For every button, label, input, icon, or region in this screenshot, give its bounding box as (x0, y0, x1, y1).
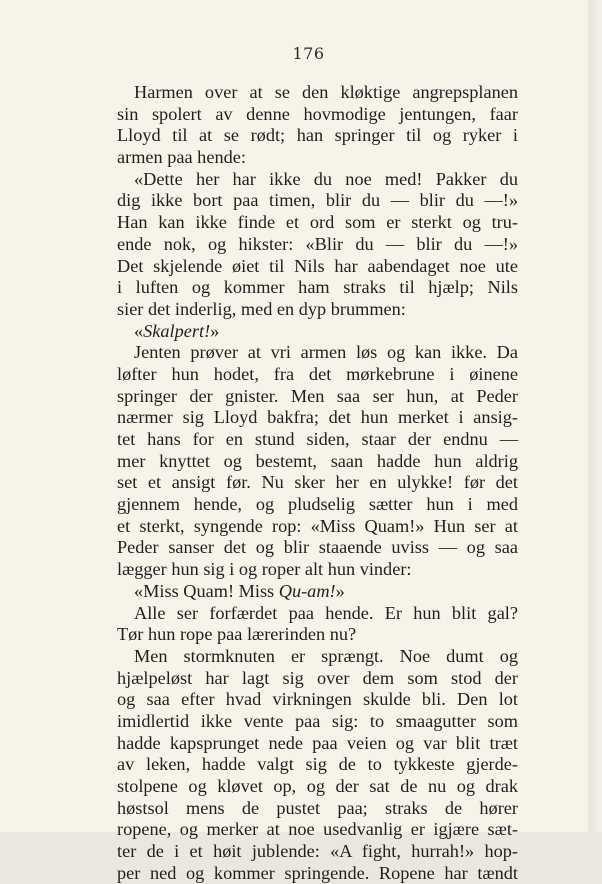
text-line: av leken, hadde valgt sig de to tykkeste gjerde- (117, 754, 518, 775)
text-line (117, 581, 518, 603)
text-line-post: » (210, 320, 220, 341)
text-line: Peder sanser det og blir staaende uviss — og saa (117, 537, 518, 558)
text-line: sier det inderlig, med en dyp brummen: (117, 298, 406, 319)
page-spine-edge (588, 0, 602, 832)
text-line: hjælpeløst har lagt sig over dem som stod der (117, 667, 518, 688)
text-line-pre: « (134, 320, 144, 341)
page-number: 176 (292, 44, 325, 63)
text-line: Alle ser forfærdet paa hende. Er hun blit gal? (134, 602, 518, 623)
text-line: løfter hun hodet, fra det mørkebrune i øinene (117, 363, 518, 384)
text-line: dig ikke bort paa timen, blir du — blir du —!» (117, 190, 518, 211)
text-line: stolpene og kløvet op, og der sat de nu og drak (117, 776, 518, 796)
text-line-italic: Qu-am! (278, 580, 336, 601)
text-line: høstsol mens de pustet paa; straks de hører (117, 797, 518, 818)
text-line: springer der gnister. Men saa ser hun, at Peder (117, 385, 518, 406)
text-line (117, 321, 518, 343)
text-line-post: » (335, 580, 345, 601)
text-line: og saa efter hvad virkningen skulde bli. Den lot (117, 689, 518, 710)
text-line: Men stormknuten er sprængt. Noe dumt og (134, 645, 518, 666)
text-line: Det skjelende øiet til Nils har aabendaget noe ute (117, 255, 518, 276)
text-line: i luften og kommer ham straks til hjælp; Nils (117, 277, 518, 298)
text-line: lægger hun sig i og roper alt hun vinder: (117, 559, 412, 580)
text-line: set et ansigt før. Nu sker her en ulykke! før det (117, 472, 518, 493)
text-line: mer knyttet og bestemt, saan hadde hun aldrig (117, 450, 518, 471)
text-line: nærmer sig Lloyd bakfra; det hun merket i ansig- (117, 407, 518, 428)
text-line: ropene, og merker at noe usedvanlig er igjære sæt- (117, 819, 518, 840)
text-line: Han kan ikke finde et ord som er sterkt og tru- (117, 212, 518, 233)
text-line: imidlertid ikke vente paa sig: to smaagutter som (117, 710, 518, 731)
text-line: hadde kapsprunget nede paa veien og var blit træt (117, 732, 518, 753)
text-line: ende nok, og hikster: «Blir du — blir du —!» (117, 233, 518, 254)
text-line: et sterkt, syngende rop: «Miss Quam!» Hun ser at (117, 515, 518, 536)
text-line: Harmen over at se den kløktige angrepsplanen (134, 82, 518, 102)
text-line-pre: «Miss Quam! Miss (134, 580, 279, 601)
text-line: ter de i et høit jublende: «A fight, hurrah!» hop- (117, 841, 518, 862)
text-line: sin spolert av denne hovmodige jentungen, faar (117, 103, 518, 124)
text-line: gjennem hende, og pludselig sætter hun i med (117, 494, 518, 515)
text-line: armen paa hende: (117, 147, 246, 168)
text-line-italic: Skalpert! (143, 320, 211, 341)
body-text (117, 82, 518, 884)
text-line: Tør hun rope paa lærerinden nu? (117, 624, 357, 645)
text-line: tet hans for en stund siden, staar der endnu — (117, 429, 518, 449)
text-line: Lloyd til at se rødt; han springer til og ryker i (117, 125, 518, 146)
text-line: Jenten prøver at vri armen løs og kan ikke. Da (134, 342, 518, 363)
text-line: «Dette her har ikke du noe med! Pakker du (134, 168, 518, 189)
text-line: per ned og kommer springende. Ropene har tændt (117, 862, 518, 883)
